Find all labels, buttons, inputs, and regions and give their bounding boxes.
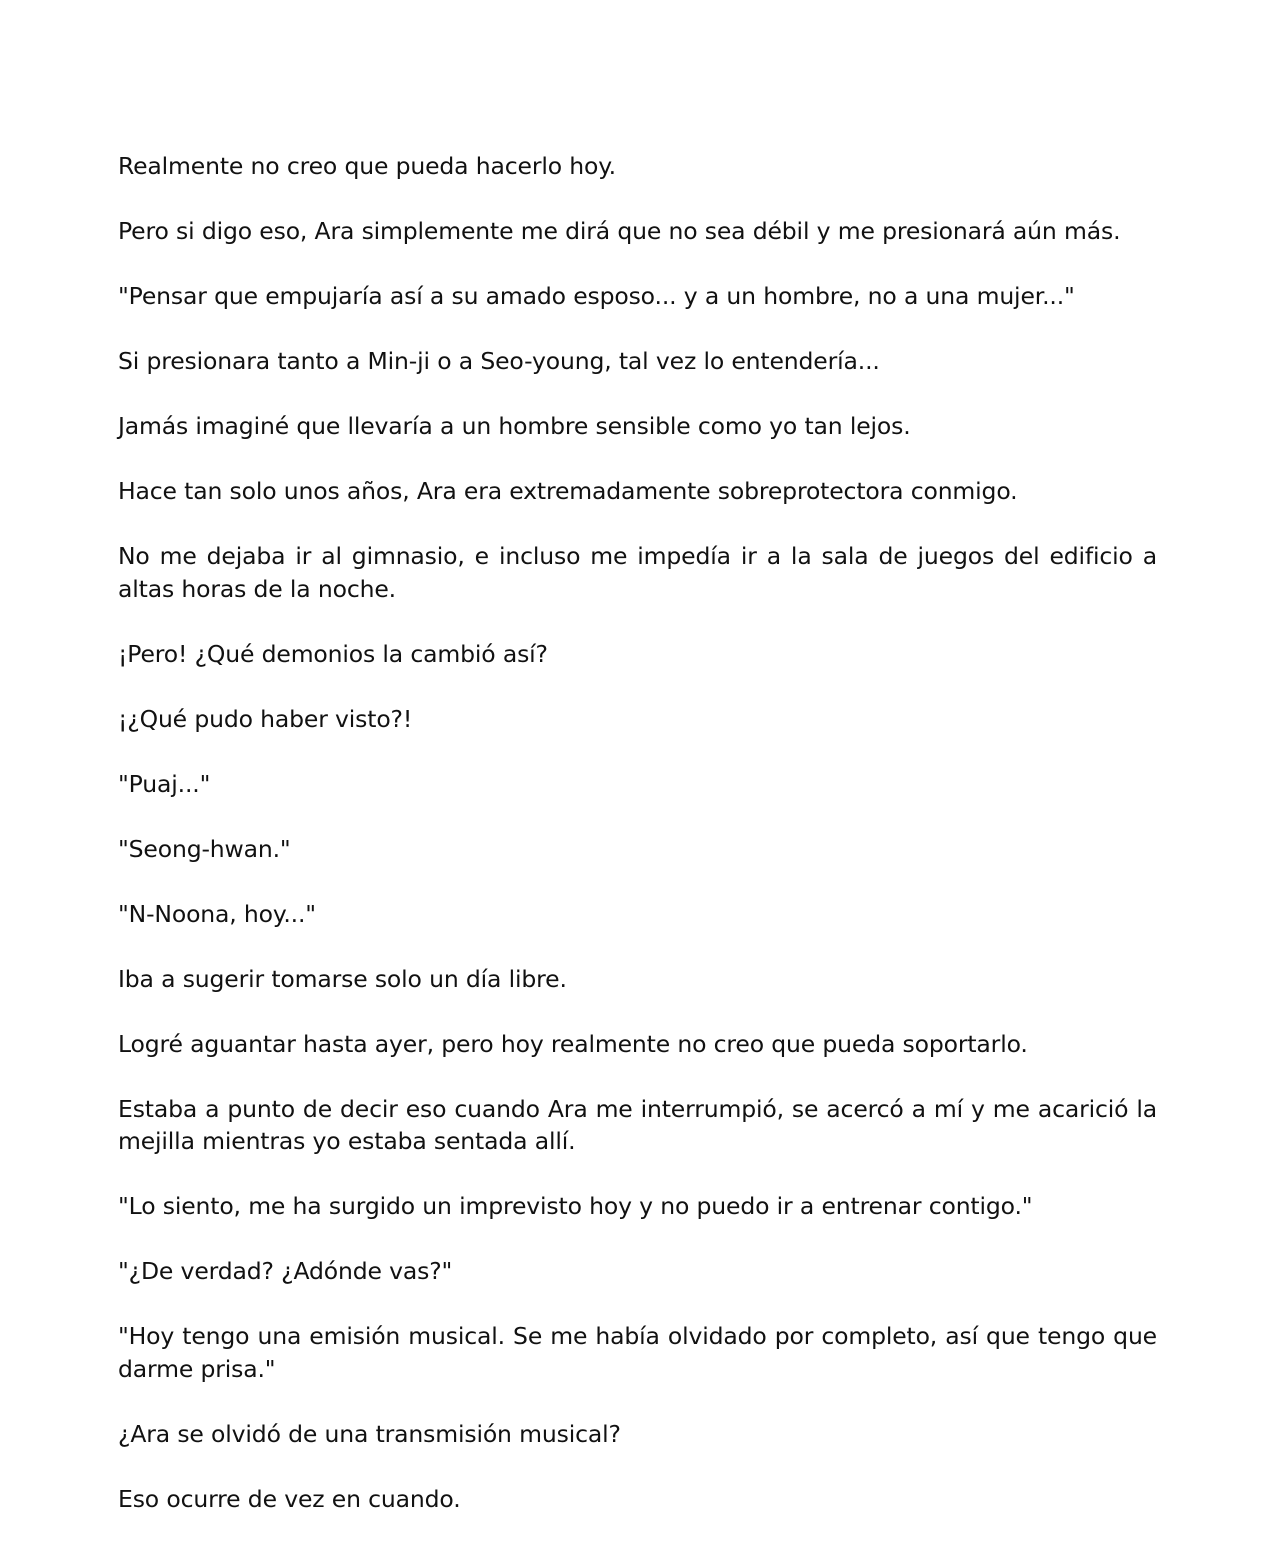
paragraph-9: ¡¿Qué pudo haber visto?! [118,704,413,733]
paragraph-1: Realmente no creo que pueda hacerlo hoy. [118,152,616,180]
paragraph-2: Pero si digo eso, Ara simplemente me dirá que no sea débil y me presionará aún más. [118,217,1121,245]
paragraph-7: No me dejaba ir al gimnasio, e incluso me impedía ir a la sala de juegos del edificio a altas horas de la noche. [118,542,1157,603]
paragraph-20: Eso ocurre de vez en cuando. [118,1484,461,1513]
paragraph-15: Estaba a punto de decir eso cuando Ara me interrumpió, se acercó a mí y me acarició la mejilla mientras yo estaba sentada allí. [118,1094,1157,1155]
document-page [118,150,1157,1548]
paragraph-13: Iba a sugerir tomarse solo un día libre. [118,964,567,993]
paragraph-5: Jamás imaginé que llevaría a un hombre sensible como yo tan lejos. [118,412,911,440]
paragraph-8: ¡Pero! ¿Qué demonios la cambió así? [118,639,548,668]
paragraph-19: ¿Ara se olvidó de una transmisión musical? [118,1419,621,1448]
paragraph-16: "Lo siento, me ha surgido un imprevisto hoy y no puedo ir a entrenar contigo." [118,1192,1033,1220]
paragraph-12: "N-Noona, hoy..." [118,899,316,928]
paragraph-6: Hace tan solo unos años, Ara era extremadamente sobreprotectora conmigo. [118,477,1018,505]
paragraph-4: Si presionara tanto a Min-ji o a Seo-young, tal vez lo entendería... [118,347,880,375]
paragraph-11: "Seong-hwan." [118,834,291,863]
paragraph-10: "Puaj..." [118,769,211,798]
paragraph-18: "Hoy tengo una emisión musical. Se me había olvidado por completo, así que tengo que darme prisa." [118,1322,1157,1383]
paragraph-14: Logré aguantar hasta ayer, pero hoy realmente no creo que pueda soportarlo. [118,1029,1028,1058]
paragraph-17: "¿De verdad? ¿Adónde vas?" [118,1257,453,1285]
paragraph-3: "Pensar que empujaría así a su amado esposo... y a un hombre, no a una mujer..." [118,282,1075,310]
